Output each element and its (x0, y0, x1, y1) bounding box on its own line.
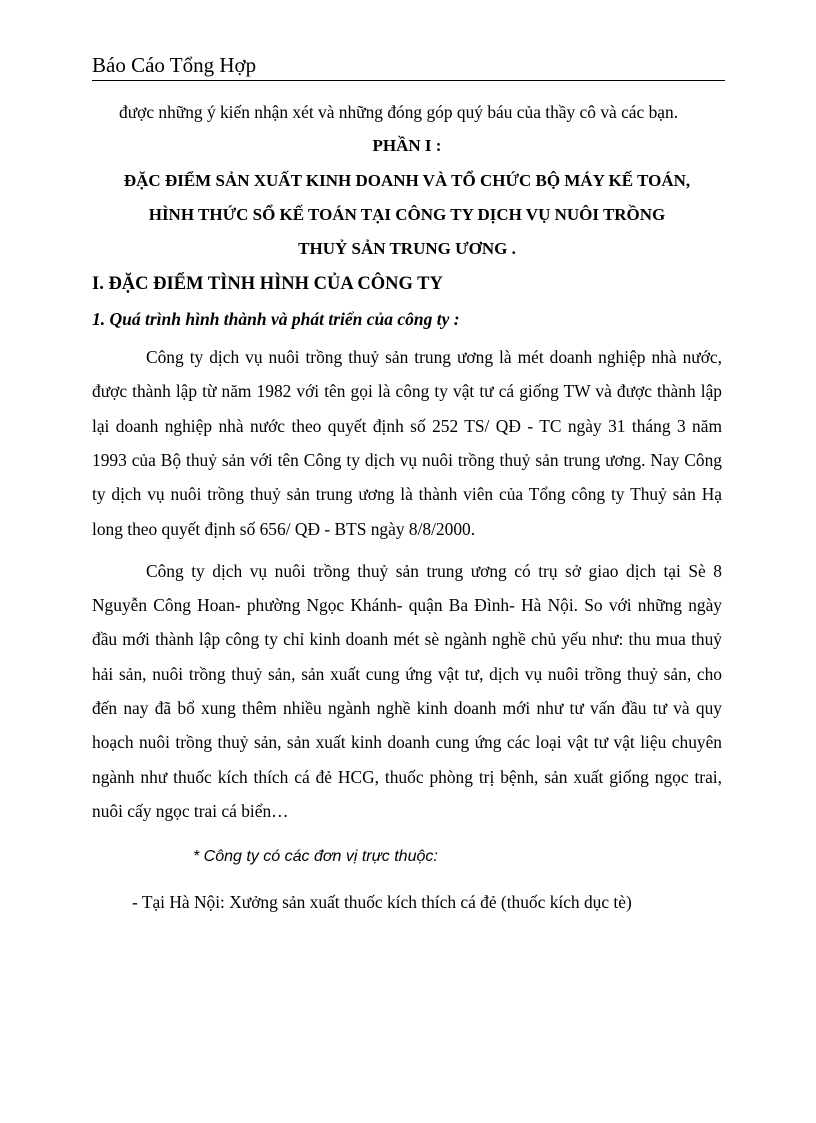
page-header: Báo Cáo Tổng Hợp (92, 52, 725, 81)
subsidiaries-note: * Công ty có các đơn vị trực thuộc: (193, 848, 438, 866)
part-title-line-1: ĐẶC ĐIỂM SẢN XUẤT KINH DOANH VÀ TỔ CHỨC BỘ MÁY KẾ TOÁN, (123, 170, 691, 190)
intro-continuation: được những ý kiến nhận xét và những đóng góp quý báu của thầy cô và các bạn. (119, 102, 679, 122)
part-title-line-2: HÌNH THỨC SỔ KẾ TOÁN TẠI CÔNG TY DỊCH VỤ NUÔI TRỒNG (148, 204, 666, 224)
paragraph-company-history: Công ty dịch vụ nuôi trồng thuỷ sản trung ương là mét doanh nghiệp nhà nước, được thành lập từ năm 1982 với tên gọi là công ty vật tư cá giống TW và được thành lập lại doanh nghiệp nhà nước theo quyết định số 252 TS/ QĐ - TC ngày 31 tháng 3 năm 1993 của Bộ thuỷ sản với tên Công ty dịch vụ nuôi trồng thuỷ sản trung ương. Nay Công ty dịch vụ nuôi trồng thuỷ sản trung ương là thành viên của Tổng công ty Thuỷ sản Hạ long theo quyết định số 656/ QĐ - BTS ngày 8/8/2000. (92, 347, 722, 539)
document-body (92, 95, 722, 919)
part-title-line-3: THUỶ SẢN TRUNG ƯƠNG . (298, 239, 516, 259)
subsection-title: 1. Quá trình hình thành và phát triển của công ty : (92, 308, 460, 329)
paragraph-company-business: Công ty dịch vụ nuôi trồng thuỷ sản trung ương có trụ sở giao dịch tại Sè 8 Nguyễn Công Hoan- phường Ngọc Khánh- quận Ba Đình- Hà Nội. So với những ngày đầu mới thành lập công ty chỉ kinh doanh mét sè ngành nghề chủ yếu như: thu mua thuỷ hải sản, nuôi trồng thuỷ sản, sản xuất cung ứng vật tư, dịch vụ nuôi trồng thuỷ sản, cho đến nay đã bổ xung thêm nhiều ngành nghề kinh doanh mới như tư vấn đầu tư và quy hoạch nuôi trồng thuỷ sản, sản xuất kinh doanh cung ứng các loại vật tư vật liệu chuyên ngành như thuốc kích thích cá đẻ HCG, thuốc phòng trị bệnh, sản xuất giống ngọc trai, nuôi cấy ngọc trai cá biển… (92, 560, 722, 821)
part-heading: PHẦN I : (372, 136, 442, 156)
subsidiary-item: - Tại Hà Nội: Xưởng sản xuất thuốc kích thích cá đẻ (thuốc kích dục tè) (132, 891, 632, 912)
section-title: I. ĐẶC ĐIỂM TÌNH HÌNH CỦA CÔNG TY (92, 274, 443, 295)
